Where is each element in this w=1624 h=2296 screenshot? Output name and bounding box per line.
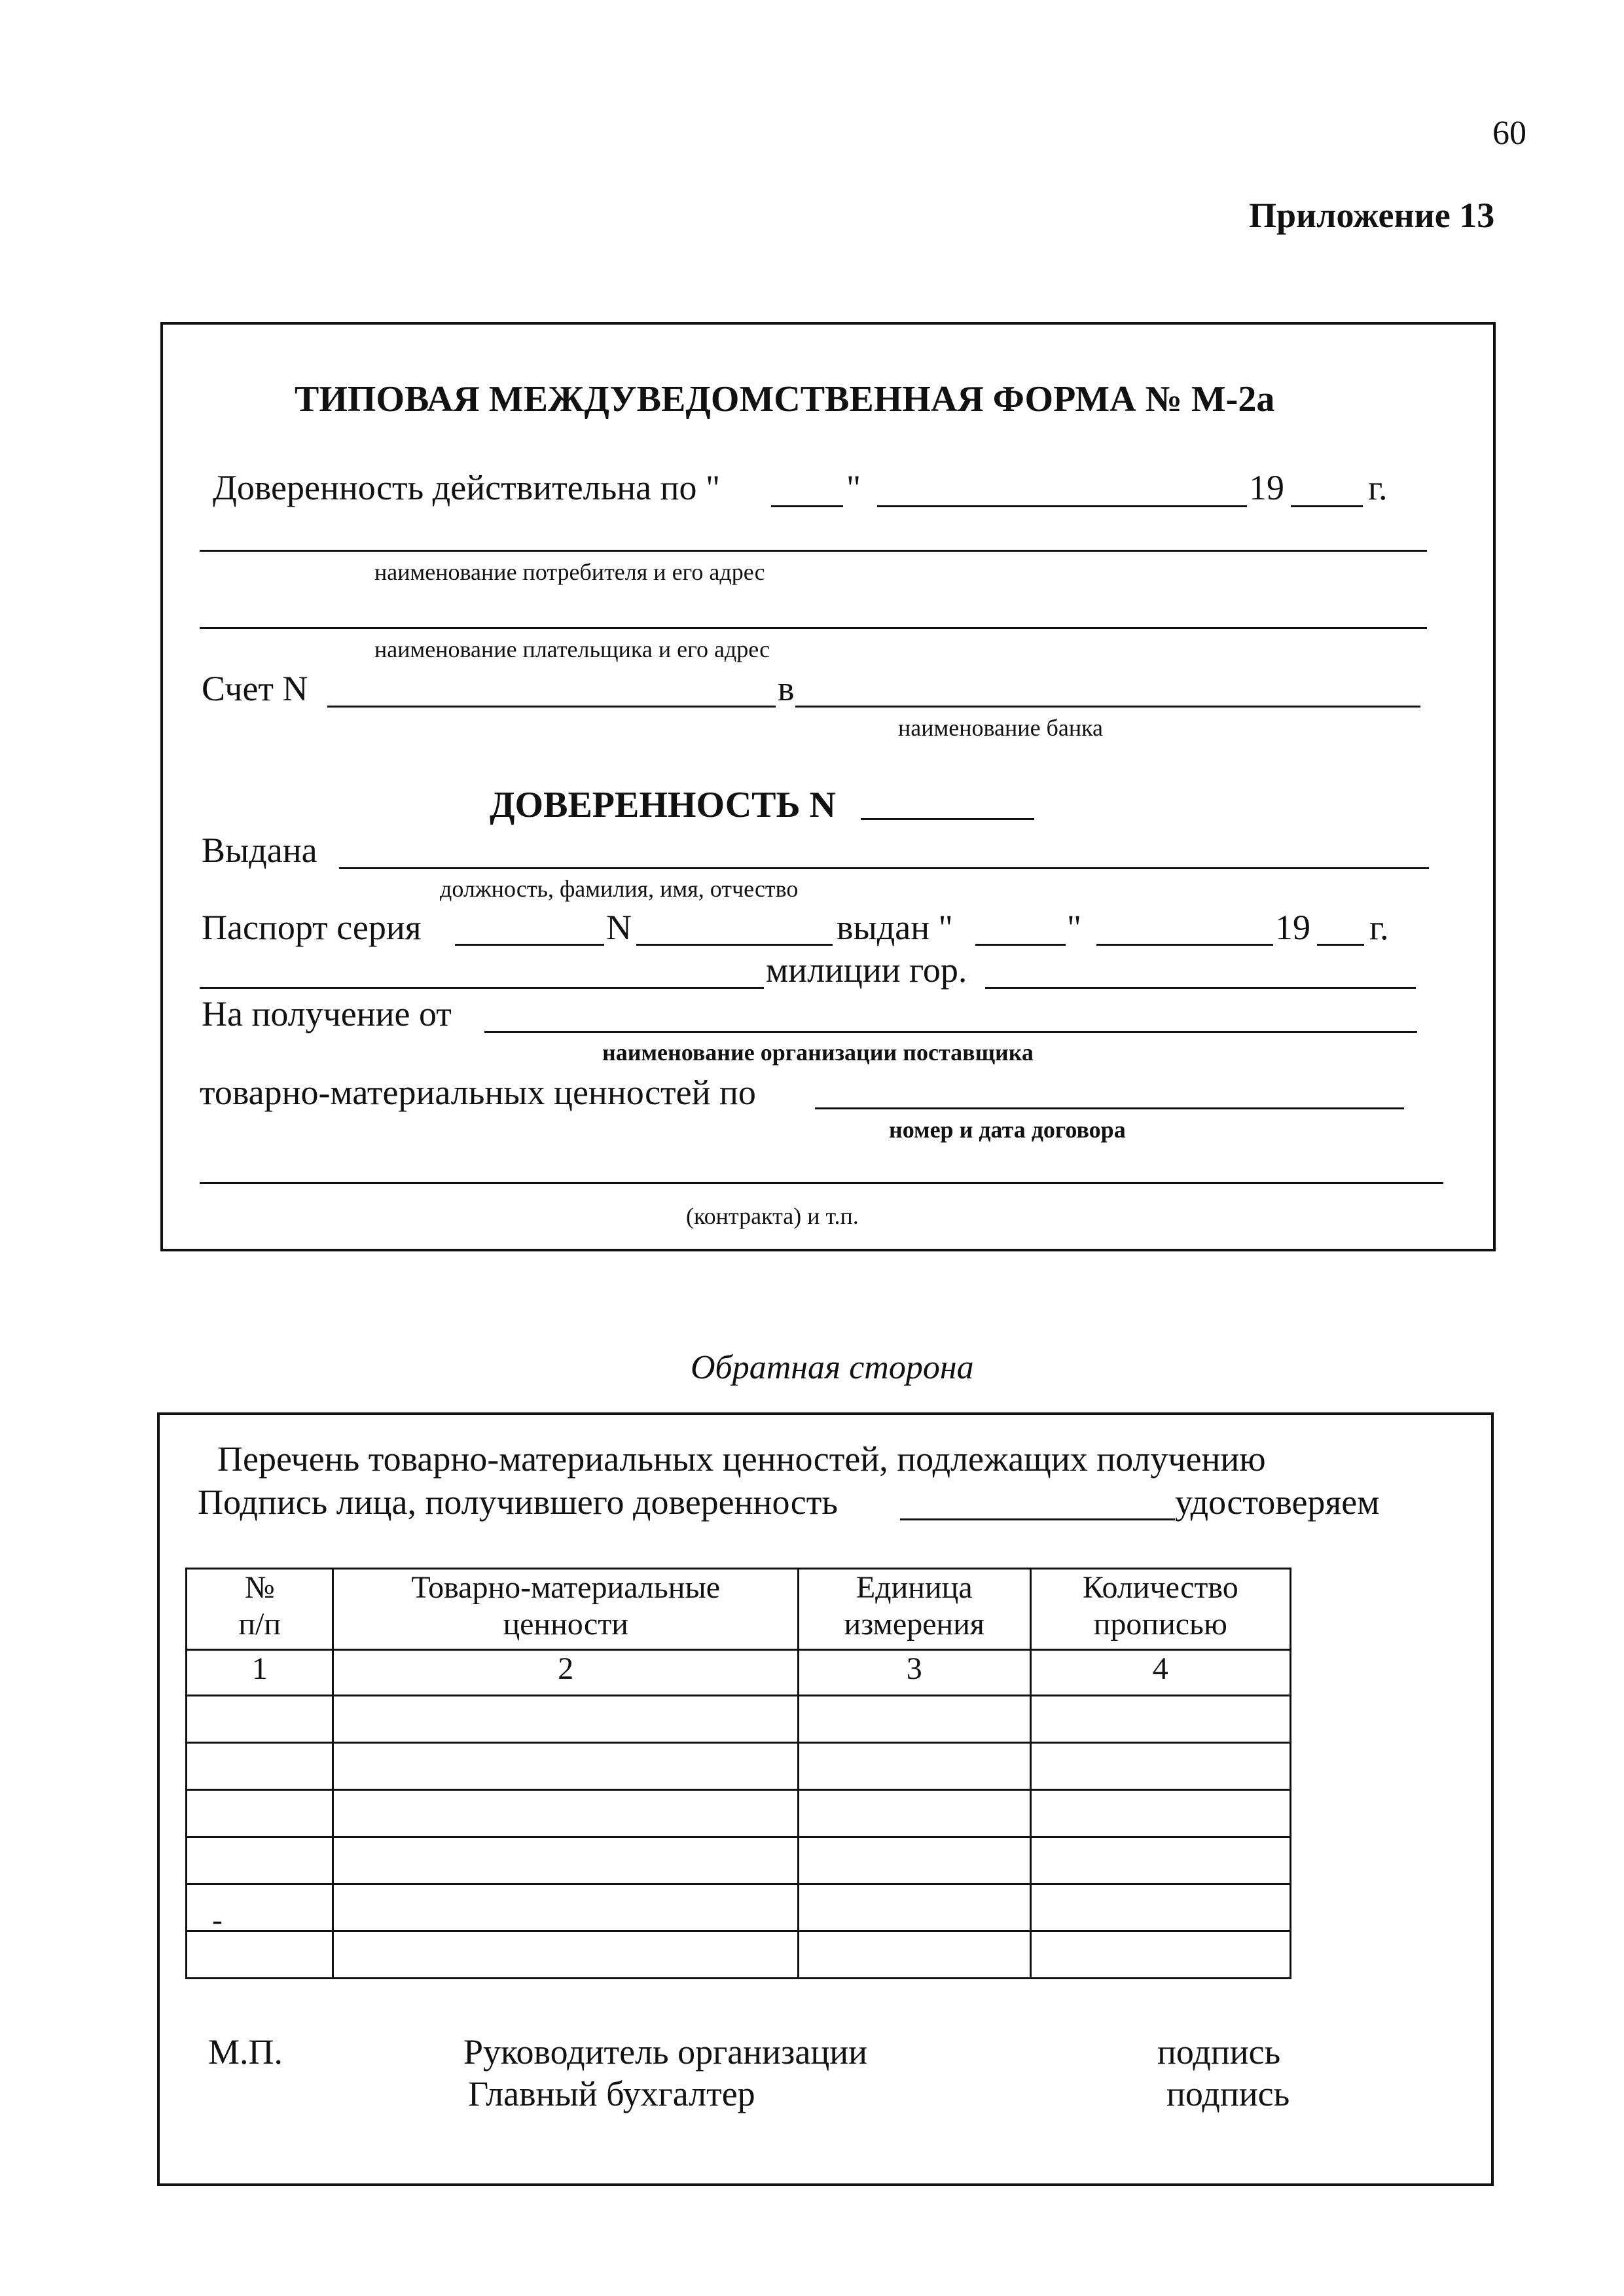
table-cell[interactable] xyxy=(798,1931,1030,1979)
payer-field[interactable] xyxy=(200,627,1427,629)
police-dept-field[interactable] xyxy=(200,987,764,989)
table-cell[interactable] xyxy=(1030,1884,1290,1931)
header-quantity: Количество прописью xyxy=(1030,1569,1290,1650)
account-label: Счет N xyxy=(202,669,308,708)
table-cell[interactable] xyxy=(333,1931,799,1979)
passport-month-field[interactable] xyxy=(1096,944,1273,946)
table-cell[interactable] xyxy=(333,1837,799,1884)
passport-series-label: Паспорт серия xyxy=(202,908,422,947)
valid-month-field[interactable] xyxy=(877,505,1247,507)
stamp-label: М.П. xyxy=(208,2032,283,2072)
passport-number-field[interactable] xyxy=(636,944,833,946)
table-row xyxy=(187,1884,1291,1931)
police-city-field[interactable] xyxy=(985,987,1416,989)
bank-caption: наименование банка xyxy=(898,715,1104,741)
table-cell[interactable] xyxy=(798,1837,1030,1884)
table-cell[interactable] xyxy=(1030,1837,1290,1884)
supplier-field[interactable] xyxy=(484,1031,1417,1033)
signature-line-label: Подпись лица, получившего доверенность xyxy=(198,1482,838,1522)
valid-year-prefix: 19 xyxy=(1249,468,1284,507)
passport-issued-label: выдан " xyxy=(837,908,953,947)
consumer-caption: наименование потребителя и его адрес xyxy=(374,559,765,585)
table-cell[interactable] xyxy=(333,1743,799,1790)
table-cell[interactable] xyxy=(333,1884,799,1931)
valid-year-field[interactable] xyxy=(1291,505,1363,507)
passport-number-label: N xyxy=(606,908,632,947)
table-cell[interactable] xyxy=(798,1790,1030,1837)
accountant-label: Главный бухгалтер xyxy=(468,2074,755,2113)
poa-number-field[interactable] xyxy=(861,818,1034,820)
recipient-signature-field[interactable] xyxy=(900,1518,1175,1520)
table-cell[interactable] xyxy=(798,1884,1030,1931)
table-row xyxy=(187,1837,1291,1884)
column-number: 1 xyxy=(187,1650,333,1696)
contract-field[interactable] xyxy=(815,1107,1404,1109)
column-number: 2 xyxy=(333,1650,799,1696)
certify-label: удостоверяем xyxy=(1175,1482,1380,1522)
goods-table xyxy=(185,1568,1291,1979)
table-cell[interactable] xyxy=(187,1696,333,1743)
table-header-row xyxy=(187,1569,1291,1650)
column-number: 3 xyxy=(798,1650,1030,1696)
table-cell[interactable] xyxy=(187,1884,333,1937)
valid-until-label: Доверенность действительна по " xyxy=(213,468,721,507)
table-cell[interactable] xyxy=(187,1790,333,1837)
passport-year-prefix: 19 xyxy=(1275,908,1310,947)
table-cell[interactable] xyxy=(1030,1790,1290,1837)
column-number-row xyxy=(187,1650,1291,1696)
passport-series-field[interactable] xyxy=(455,944,604,946)
table-cell[interactable] xyxy=(1030,1743,1290,1790)
payer-caption: наименование плательщика и его адрес xyxy=(374,636,770,662)
table-cell[interactable] xyxy=(333,1696,799,1743)
table-row xyxy=(187,1743,1291,1790)
table-cell[interactable] xyxy=(187,1743,333,1790)
table-row xyxy=(187,1696,1291,1743)
passport-day-field[interactable] xyxy=(975,944,1066,946)
table-row xyxy=(187,1931,1291,1979)
valid-year-suffix: г. xyxy=(1368,468,1388,507)
account-in-label: в xyxy=(778,669,795,708)
table-cell[interactable] xyxy=(798,1696,1030,1743)
bank-field[interactable] xyxy=(795,706,1420,708)
contract-extra-field[interactable] xyxy=(200,1182,1443,1184)
form-title: ТИПОВАЯ МЕЖДУВЕДОМСТВЕННАЯ ФОРМА № М-2а xyxy=(295,379,1275,420)
valid-day-field[interactable] xyxy=(771,505,843,507)
table-row xyxy=(187,1790,1291,1837)
police-label: милиции гор. xyxy=(766,950,967,990)
column-number: 4 xyxy=(1030,1650,1290,1696)
passport-quote-close: " xyxy=(1067,908,1082,947)
table-cell[interactable] xyxy=(187,1837,333,1884)
consumer-field[interactable] xyxy=(200,550,1427,552)
head-signature-label: подпись xyxy=(1157,2032,1281,2072)
table-cell[interactable] xyxy=(1030,1931,1290,1979)
stray-mark: - xyxy=(212,1903,223,1937)
back-side-heading: Обратная сторона xyxy=(691,1349,974,1386)
passport-year-suffix: г. xyxy=(1369,908,1389,947)
valid-quote-close: " xyxy=(846,468,861,507)
table-cell[interactable] xyxy=(187,1931,333,1979)
table-cell[interactable] xyxy=(798,1743,1030,1790)
issued-to-field[interactable] xyxy=(339,867,1429,869)
head-label: Руководитель организации xyxy=(463,2032,868,2072)
header-goods: Товарно-материальные ценности xyxy=(333,1569,799,1650)
appendix-label: Приложение 13 xyxy=(1249,196,1495,235)
goods-list-title: Перечень товарно-материальных ценностей, подлежащих получению xyxy=(217,1439,1266,1479)
table-cell[interactable] xyxy=(333,1790,799,1837)
power-of-attorney-title: ДОВЕРЕННОСТЬ N xyxy=(490,785,836,825)
supplier-caption: наименование организации поставщика xyxy=(602,1039,1034,1066)
contract-extra-caption: (контракта) и т.п. xyxy=(686,1203,859,1229)
account-number-field[interactable] xyxy=(327,706,776,708)
issued-to-label: Выдана xyxy=(202,831,317,870)
goods-per-label: товарно-материальных ценностей по xyxy=(200,1073,756,1112)
issued-to-caption: должность, фамилия, имя, отчество xyxy=(440,876,799,902)
contract-caption: номер и дата договора xyxy=(889,1117,1126,1143)
table-cell[interactable] xyxy=(1030,1696,1290,1743)
header-unit: Единица измерения xyxy=(798,1569,1030,1650)
page-number: 60 xyxy=(1492,115,1526,152)
accountant-signature-label: подпись xyxy=(1166,2074,1290,2113)
receive-from-label: На получение от xyxy=(202,994,452,1033)
header-number: № п/п xyxy=(187,1569,333,1650)
passport-year-field[interactable] xyxy=(1317,944,1364,946)
